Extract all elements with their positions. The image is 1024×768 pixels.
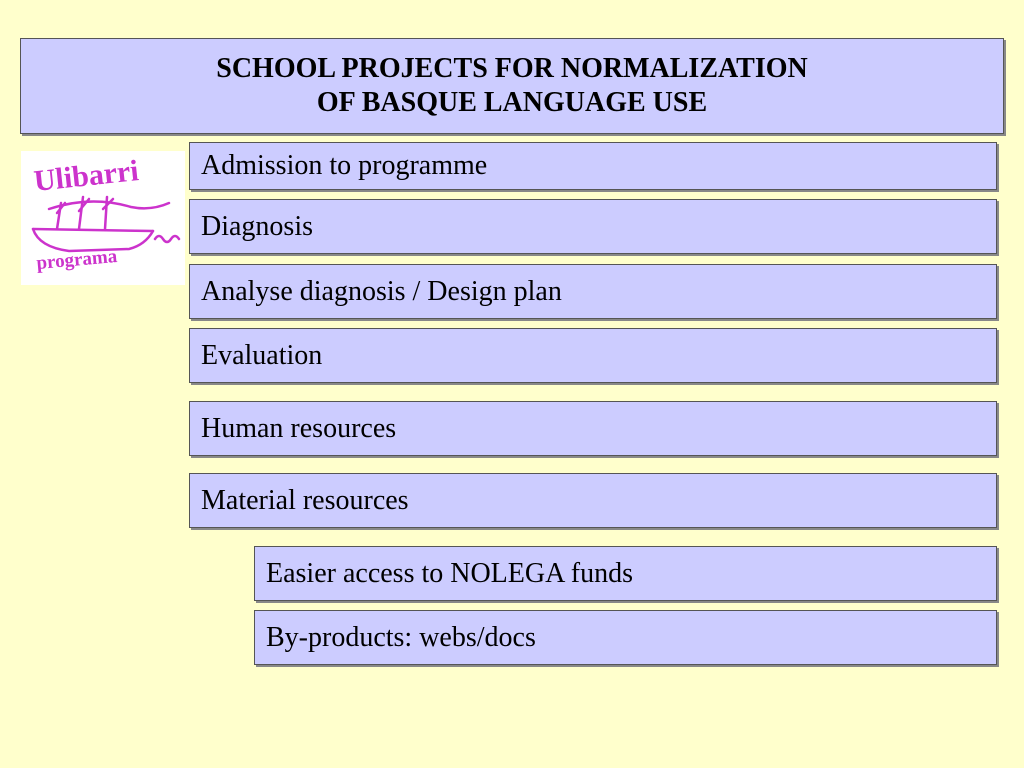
slide-title-line-1: SCHOOL PROJECTS FOR NORMALIZATION [216,53,808,84]
list-item-design-plan [189,264,997,319]
list-item-material-resources [189,473,997,528]
sub-item-label: By-products: webs/docs [266,621,536,653]
ulibarri-logo [21,151,185,285]
list-item-human-resources [189,401,997,456]
logo-text-bottom: programa [35,246,119,274]
sub-item-label: Easier access to NOLEGA funds [266,557,634,589]
list-item-label: Diagnosis [201,210,313,242]
list-item-label: Analyse diagnosis / Design plan [201,275,562,307]
list-item-label: Admission to programme [201,150,488,181]
list-item-label: Material resources [201,484,409,516]
logo-text-top: Ulibarri [32,154,141,198]
slide-title-line-2: OF BASQUE LANGUAGE USE [316,87,708,118]
list-item-label: Human resources [201,412,397,444]
slide-title [20,38,1004,134]
list-item-evaluation [189,328,997,383]
sub-item-by-products [254,610,997,665]
list-item-label: Evaluation [201,339,323,371]
ulibarri-ship-logo-icon [21,151,185,285]
list-item-admission [189,142,997,190]
sub-item-nolega-funds [254,546,997,601]
list-item-diagnosis [189,199,997,254]
